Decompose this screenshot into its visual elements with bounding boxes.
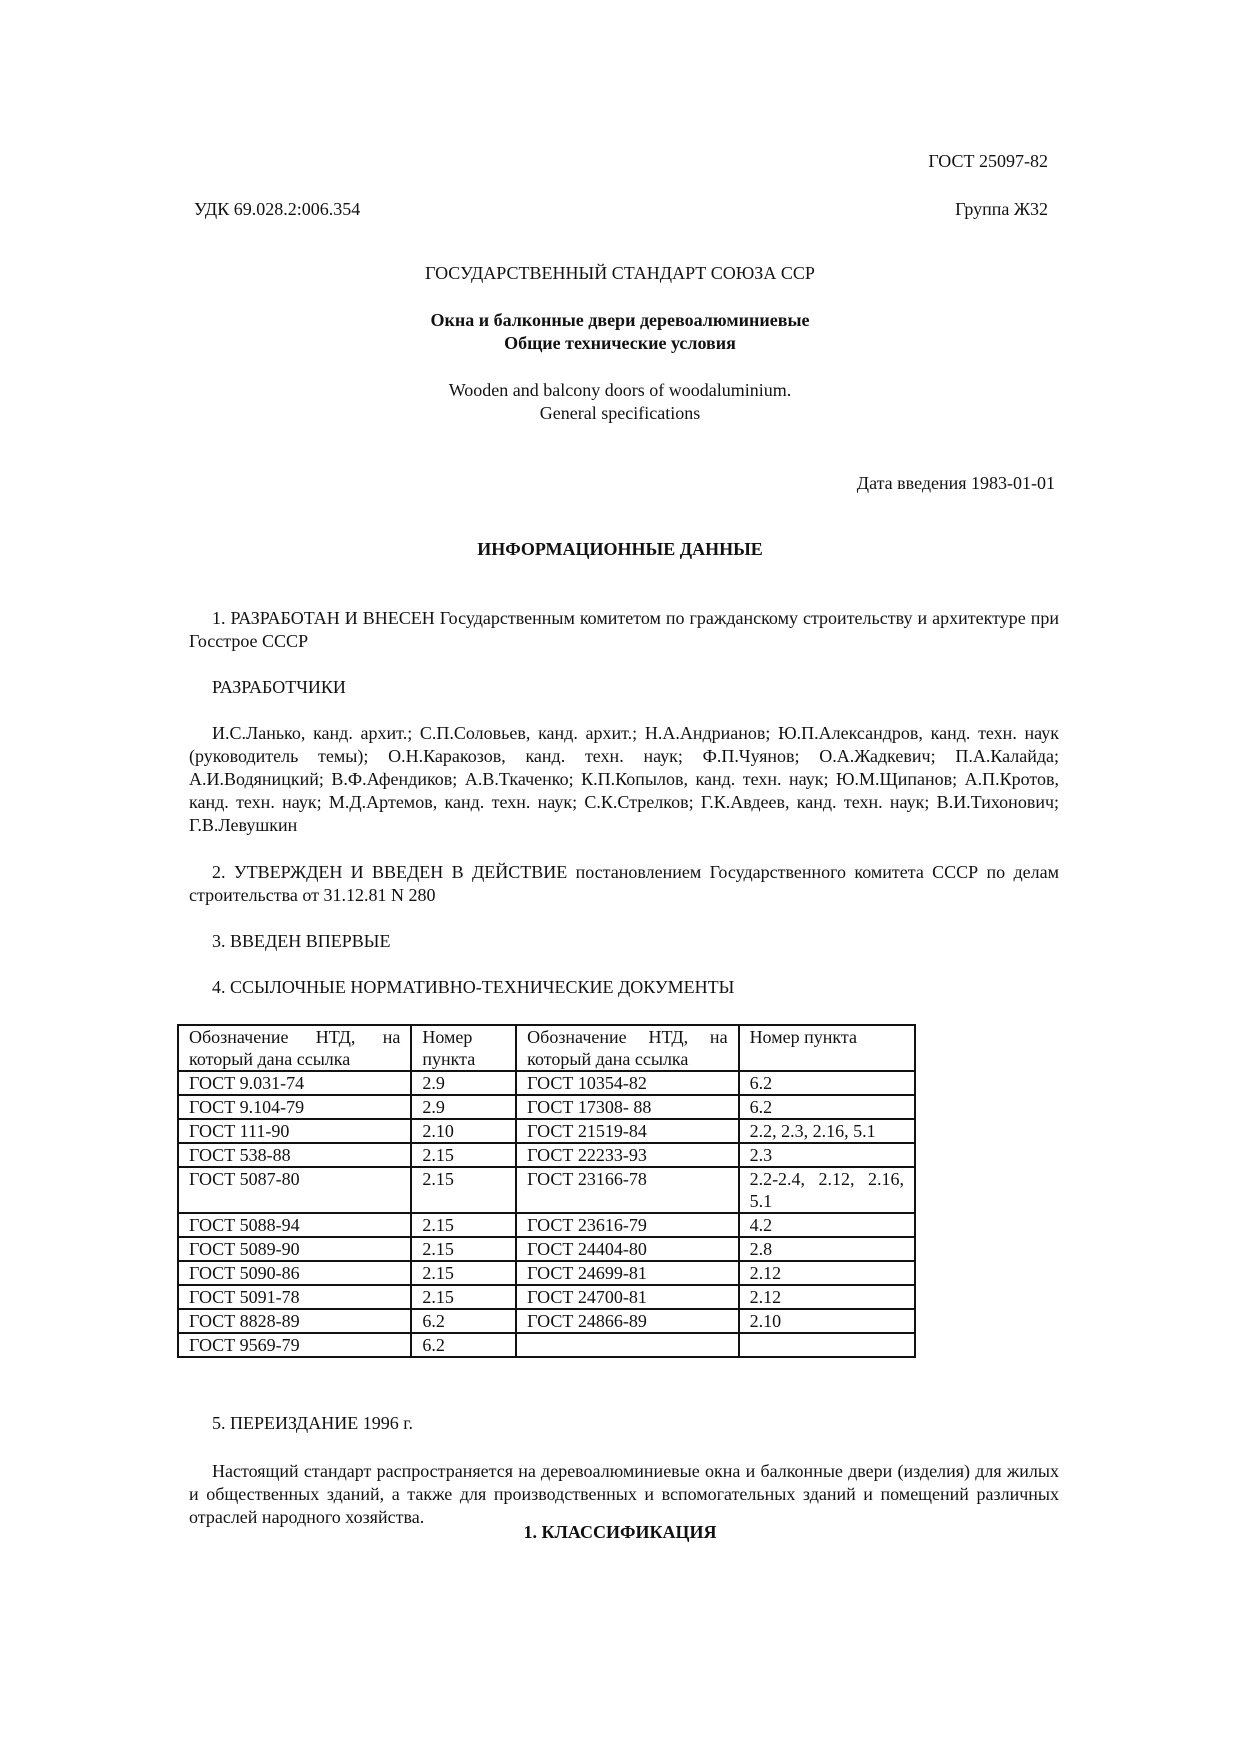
clause-cell: 2.12 xyxy=(739,1285,915,1309)
title-en-line2: General specifications xyxy=(539,403,701,423)
scope-paragraph: Настоящий стандарт распространяется на деревоалюминиевые окна и балконные двери (изделия) для жилых и общественных зданий, а также для производственных и вспомогательных зданий и помещений различных отраслей народного хозяйства. xyxy=(189,1461,1059,1527)
document-cell: ГОСТ 10354-82 xyxy=(516,1071,738,1095)
table-row xyxy=(178,1237,915,1261)
document-cell: ГОСТ 538-88 xyxy=(178,1143,411,1167)
standard-heading: ГОСУДАРСТВЕННЫЙ СТАНДАРТ СОЮЗА ССР xyxy=(425,263,815,283)
header-cell: Номер пункта xyxy=(411,1025,516,1071)
document-cell: ГОСТ 23166-78 xyxy=(516,1167,738,1213)
document-cell: ГОСТ 9569-79 xyxy=(178,1333,411,1357)
table-row xyxy=(178,1167,915,1213)
paragraph-reissue: 5. ПЕРЕИЗДАНИЕ 1996 г. xyxy=(212,1413,414,1433)
clause-cell: 2.10 xyxy=(411,1119,516,1143)
document-cell: ГОСТ 9.104-79 xyxy=(178,1095,411,1119)
table-row xyxy=(178,1143,915,1167)
clause-cell: 6.2 xyxy=(739,1095,915,1119)
udk-code: УДК 69.028.2:006.354 xyxy=(194,199,361,219)
introduction-date: Дата введения 1983-01-01 xyxy=(856,473,1055,493)
info-heading: ИНФОРМАЦИОННЫЕ ДАННЫЕ xyxy=(477,539,763,559)
clause-cell: 2.15 xyxy=(411,1237,516,1261)
table-row xyxy=(178,1285,915,1309)
document-cell: ГОСТ 111-90 xyxy=(178,1119,411,1143)
header-cell: Обозначение НТД, на который дана ссылка xyxy=(516,1025,738,1071)
clause-cell: 2.9 xyxy=(411,1071,516,1095)
table-row xyxy=(178,1071,915,1095)
document-cell: ГОСТ 9.031-74 xyxy=(178,1071,411,1095)
table-row xyxy=(178,1333,915,1357)
clause-cell: 2.15 xyxy=(411,1285,516,1309)
clause-cell: 4.2 xyxy=(739,1213,915,1237)
document-cell: ГОСТ 24699-81 xyxy=(516,1261,738,1285)
header-cell: Обозначение НТД, на который дана ссылка xyxy=(178,1025,411,1071)
title-en-line1: Wooden and balcony doors of woodaluminium. xyxy=(448,380,792,400)
clause-cell: 2.15 xyxy=(411,1143,516,1167)
document-cell: ГОСТ 5089-90 xyxy=(178,1237,411,1261)
document-cell: ГОСТ 24700-81 xyxy=(516,1285,738,1309)
document-cell: ГОСТ 8828-89 xyxy=(178,1309,411,1333)
paragraph-reference-docs: 4. ССЫЛОЧНЫЕ НОРМАТИВНО-ТЕХНИЧЕСКИЕ ДОКУМЕНТЫ xyxy=(212,977,735,997)
clause-cell: 2.8 xyxy=(739,1237,915,1261)
document-cell: ГОСТ 5091-78 xyxy=(178,1285,411,1309)
clause-cell: 2.3 xyxy=(739,1143,915,1167)
clause-cell: 6.2 xyxy=(411,1309,516,1333)
document-cell: ГОСТ 22233-93 xyxy=(516,1143,738,1167)
clause-cell: 2.2-2.4, 2.12, 2.16, 5.1 xyxy=(739,1167,915,1213)
clause-cell: 6.2 xyxy=(411,1333,516,1357)
reference-documents-table xyxy=(177,1024,916,1358)
document-cell xyxy=(516,1333,738,1357)
clause-cell: 2.15 xyxy=(411,1261,516,1285)
paragraph-developed-by: 1. РАЗРАБОТАН И ВНЕСЕН Государственным комитетом по гражданскому строительству и архитектуре при Госстрое СССР xyxy=(189,608,1059,651)
table-row xyxy=(178,1309,915,1333)
clause-cell: 6.2 xyxy=(739,1071,915,1095)
table-row xyxy=(178,1095,915,1119)
clause-cell: 2.9 xyxy=(411,1095,516,1119)
document-cell: ГОСТ 24866-89 xyxy=(516,1309,738,1333)
clause-cell: 2.15 xyxy=(411,1213,516,1237)
clause-cell: 2.12 xyxy=(739,1261,915,1285)
section-classification-heading: 1. КЛАССИФИКАЦИЯ xyxy=(523,1522,717,1542)
table-header-row xyxy=(178,1025,915,1071)
clause-cell: 2.2, 2.3, 2.16, 5.1 xyxy=(739,1119,915,1143)
document-cell: ГОСТ 17308- 88 xyxy=(516,1095,738,1119)
document-cell: ГОСТ 5088-94 xyxy=(178,1213,411,1237)
document-cell: ГОСТ 5090-86 xyxy=(178,1261,411,1285)
document-cell: ГОСТ 5087-80 xyxy=(178,1167,411,1213)
clause-cell: 2.15 xyxy=(411,1167,516,1213)
clause-cell xyxy=(739,1333,915,1357)
document-cell: ГОСТ 24404-80 xyxy=(516,1237,738,1261)
paragraph-first-introduced: 3. ВВЕДЕН ВПЕРВЫЕ xyxy=(212,931,391,951)
developers-list: И.С.Ланько, канд. архит.; С.П.Соловьев, канд. архит.; Н.А.Андрианов; Ю.П.Александров, канд. техн. наук (руководитель темы); О.Н.Каракозов, канд. техн. наук; Ф.П.Чуянов; О.А.Жадкевич; П.А.Калайда; А.И.Водяницкий; В.Ф.Афендиков; А.В.Ткаченко; К.П.Копылов, канд. техн. наук; Ю.М.Щипанов; А.П.Кротов, канд. техн. наук; М.Д.Артемов, канд. техн. наук; С.К.Стрелков; Г.К.Авдеев, канд. техн. наук; В.И.Тихонович; Г.В.Левушкин xyxy=(189,723,1059,835)
clause-cell: 2.10 xyxy=(739,1309,915,1333)
title-ru-line1: Окна и балконные двери деревоалюминиевые xyxy=(430,310,810,330)
title-ru-line2: Общие технические условия xyxy=(504,333,736,353)
gost-number: ГОСТ 25097-82 xyxy=(928,151,1048,171)
header-cell: Номер пункта xyxy=(739,1025,915,1071)
group-code: Группа Ж32 xyxy=(955,199,1048,219)
paragraph-approved: 2. УТВЕРЖДЕН И ВВЕДЕН В ДЕЙСТВИЕ постановлением Государственного комитета СССР по делам строительства от 31.12.81 N 280 xyxy=(189,862,1059,905)
table-row xyxy=(178,1261,915,1285)
document-cell: ГОСТ 21519-84 xyxy=(516,1119,738,1143)
table-row xyxy=(178,1213,915,1237)
document-cell: ГОСТ 23616-79 xyxy=(516,1213,738,1237)
table-row xyxy=(178,1119,915,1143)
developers-heading: РАЗРАБОТЧИКИ xyxy=(212,677,346,697)
